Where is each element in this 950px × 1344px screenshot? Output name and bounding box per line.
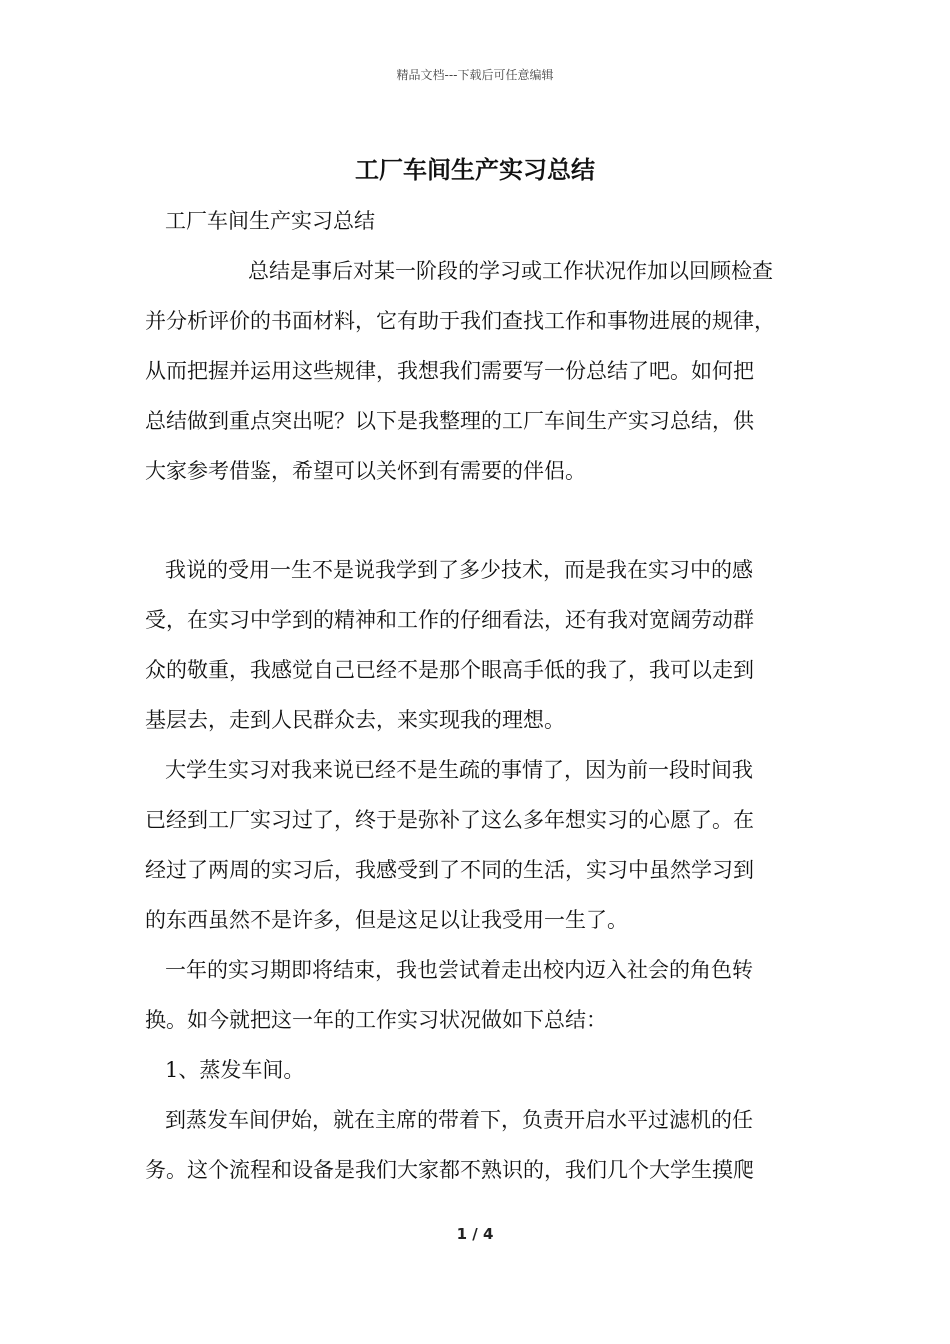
text-line: 一年的实习期即将结束，我也尝试着走出校内迈入社会的角色转 xyxy=(165,958,753,982)
header-note: 精品文档---下载后可任意编辑 xyxy=(396,68,554,82)
text-line: 并分析评价的书面材料，它有助于我们查找工作和事物进展的规律， xyxy=(145,309,775,333)
text-line: 大家参考借鉴，希望可以关怀到有需要的伴侣。 xyxy=(145,459,586,483)
text-line: 基层去，走到人民群众去，来实现我的理想。 xyxy=(145,708,565,732)
text-line: 的东西虽然不是许多，但是这足以让我受用一生了。 xyxy=(145,908,628,932)
text-line: 换。如今就把这一年的工作实习状况做如下总结： xyxy=(145,1008,607,1032)
text-line: 务。这个流程和设备是我们大家都不熟识的，我们几个大学生摸爬 xyxy=(145,1158,754,1182)
text-line: 总结是事后对某一阶段的学习或工作状况作加以回顾检查 xyxy=(248,259,773,283)
section-heading: 1、蒸发车间。 xyxy=(165,1058,305,1082)
text-line: 已经到工厂实习过了，终于是弥补了这么多年想实习的心愿了。在 xyxy=(145,808,754,832)
text-line: 众的敬重，我感觉自己已经不是那个眼高手低的我了，我可以走到 xyxy=(145,658,754,682)
text-line: 总结做到重点突出呢？以下是我整理的工厂车间生产实习总结，供 xyxy=(145,409,754,433)
text-line: 从而把握并运用这些规律，我想我们需要写一份总结了吧。如何把 xyxy=(145,359,754,383)
page-number: 1 / 4 xyxy=(456,1225,494,1243)
text-line: 大学生实习对我来说已经不是生疏的事情了，因为前一段时间我 xyxy=(165,758,753,782)
text-line: 我说的受用一生不是说我学到了多少技术，而是我在实习中的感 xyxy=(165,558,753,582)
text-line: 受，在实习中学到的精神和工作的仔细看法，还有我对宽阔劳动群 xyxy=(145,608,754,632)
document-title: 工厂车间生产实习总结 xyxy=(355,155,595,184)
text-line: 经过了两周的实习后，我感受到了不同的生活，实习中虽然学习到 xyxy=(145,858,754,882)
text-line: 到蒸发车间伊始，就在主席的带着下，负责开启水平过滤机的任 xyxy=(165,1108,753,1132)
subtitle-line: 工厂车间生产实习总结 xyxy=(165,209,375,233)
